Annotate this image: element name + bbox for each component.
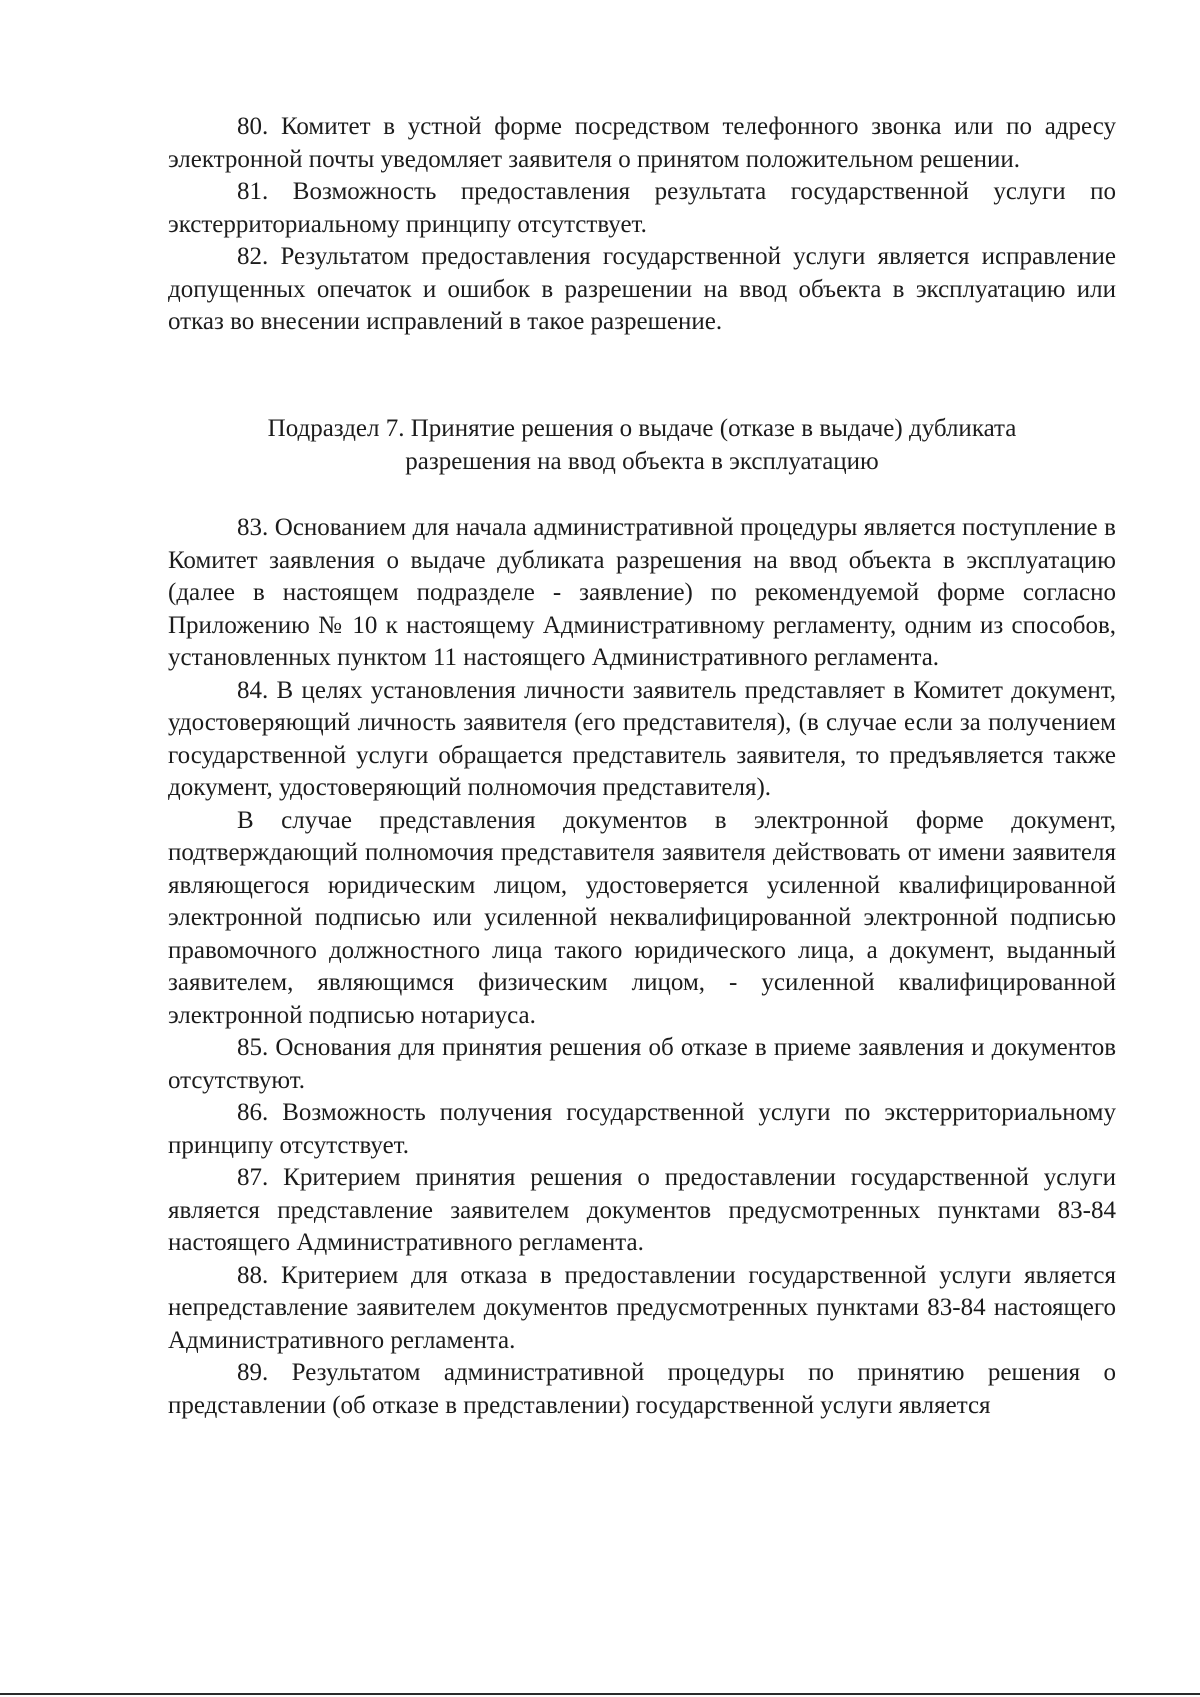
paragraph-80: 80. Комитет в устной форме посредством телефонного звонка или по адресу электронной почты уведомляет заявителя о принятом положительном решении.	[168, 113, 1116, 173]
scan-edge-line	[0, 1693, 1200, 1695]
subsection-heading-line-2: разрешения на ввод объекта в эксплуатацию	[405, 447, 879, 475]
paragraph-84-continuation: В случае представления документов в электронной форме документ, подтверждающий полномочия представителя заявителя действовать от имени заявителя являющегося юридическим лицом, удостоверяется усиленной квалифицированной электронной подписью или усиленной неквалифицированной электронной подписью правомочного должностного лица такого юридического лица, а документ, выданный заявителем, являющимся физическим лицом, - усиленной квалифицированной электронной подписью нотариуса.	[168, 806, 1116, 1029]
paragraphs-before-subsection	[168, 111, 1116, 339]
subsection-heading-line-1: Подраздел 7. Принятие решения о выдаче (отказе в выдаче) дубликата	[267, 415, 1017, 442]
paragraph-86: 86. Возможность получения государственной услуги по экстерриториальному принципу отсутствует.	[168, 1099, 1116, 1159]
paragraph-85: 85. Основания для принятия решения об отказе в приеме заявления и документов отсутствуют.	[168, 1034, 1116, 1094]
paragraph-87: 87. Критерием принятия решения о предоставлении государственной услуги является представление заявителем документов предусмотренных пунктами 83-84 настоящего Административного регламента.	[168, 1164, 1116, 1256]
subsection-body	[168, 512, 1116, 1422]
paragraph-84: 84. В целях установления личности заявитель представляет в Комитет документ, удостоверяющий личность заявителя (его представителя), (в случае если за получением государственной услуги обращается представитель заявителя, то предъявляется также документ, удостоверяющий полномочия представителя).	[168, 676, 1116, 801]
paragraph-88: 88. Критерием для отказа в предоставлении государственной услуги является непредставление заявителем документов предусмотренных пунктами 83-84 настоящего Административного регламента.	[168, 1261, 1116, 1354]
paragraph-81: 81. Возможность предоставления результата государственной услуги по экстерриториальному принципу отсутствует.	[168, 178, 1116, 238]
paragraph-83: 83. Основанием для начала административной процедуры является поступление в Комитет заявления о выдаче дубликата разрешения на ввод объекта в эксплуатацию (далее в настоящем подразделе - заявление) по рекомендуемой форме согласно Приложению № 10 к настоящему Административному регламенту, одним из способов, установленных пунктом 11 настоящего Административного регламента.	[168, 514, 1116, 671]
paragraph-89: 89. Результатом административной процедуры по принятию решения о представлении (об отказе в представлении) государственной услуги является	[168, 1359, 1116, 1419]
paragraph-82: 82. Результатом предоставления государственной услуги является исправление допущенных опечаток и ошибок в разрешении на ввод объекта в эксплуатацию или отказ во внесении исправлений в такое разрешение.	[168, 243, 1116, 335]
subsection-heading	[168, 413, 1116, 478]
